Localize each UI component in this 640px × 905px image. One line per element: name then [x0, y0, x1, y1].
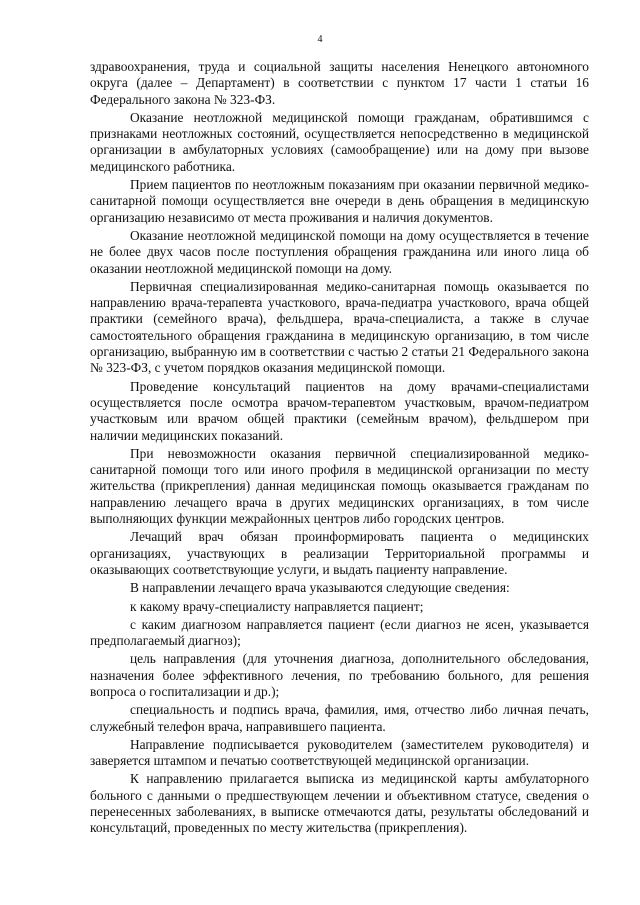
list-item-diagnosis: с каким диагнозом направляется пациент (если диагноз не ясен, указывается предполагаемый диагноз);: [90, 616, 589, 649]
paragraph-referral-signing: Направление подписывается руководителем (заместителем руководителя) и заверяется штампом и печатью соответствующей медицинской организации.: [90, 736, 589, 769]
paragraph-home-consultations: Проведение консультаций пациентов на дому врачами-специалистами осуществляется после осмотра врачом-терапевтом участковым, врачом-педиатром участковым или врачом общей практики (семейным врачом), фельдшером при наличии медицинских показаний.: [90, 378, 589, 443]
paragraph-urgent-reception: Прием пациентов по неотложным показаниям при оказании первичной медико-санитарной помощи осуществляется вне очереди в день обращения в медицинскую организацию независимо от места проживания и наличия документов.: [90, 177, 589, 225]
list-item-purpose: цель направления (для уточнения диагноза, дополнительного обследования, назначения более эффективного лечения, по требованию больного, для решения вопроса о госпитализации и др.);: [90, 651, 589, 699]
paragraph-home-urgent-care: Оказание неотложной медицинской помощи на дому осуществляется в течение не более двух часов после поступления обращения гражданина или иного лица об оказании неотложной медицинской помощи на дому.: [90, 227, 589, 276]
paragraph-referral-contents: В направлении лечащего врача указываются следующие сведения:: [130, 580, 510, 596]
paragraph-specialized-care: Первичная специализированная медико-санитарная помощь оказывается по направлению врача-терапевта участкового, врача-педиатра участкового, врача общей практики (семейного врача), фельдшера, врача-специалиста, а также в случае самостоятельного обращения гражданина в медицинскую организацию, в том числе организацию, выбранную им в соответствии с частью 2 статьи 21 Федерального закона № 323-ФЗ, с учетом порядков оказания медицинской помощи.: [90, 278, 589, 376]
list-item-signature: специальность и подпись врача, фамилия, имя, отчество либо личная печать, служебный телефон врача, направившего пациента.: [90, 702, 589, 734]
paragraph-referral-extract: К направлению прилагается выписка из медицинской карты амбулаторного больного с данными о предшествующем лечении и объективном статусе, сведения о перенесенных заболеваниях, в выписке отмечаются даты, результаты обследований и консультаций, проведенных по месту жительства (прикрепления).: [90, 771, 589, 836]
list-item-specialist: к какому врачу-специалисту направляется пациент;: [130, 598, 424, 614]
paragraph-other-organizations: При невозможности оказания первичной специализированной медико-санитарной помощи того или иного профиля в медицинской организации по месту жительства (прикрепления) данная медицинская помощь оказывается гражданам по направлению лечащего врача в других медицинских организациях, в том числе выполняющих функции межрайонных центров либо городских центров.: [90, 445, 589, 527]
paragraph-doctor-obligation: Лечащий врач обязан проинформировать пациента о медицинских организациях, участвующих в реализации Территориальной программы и оказывающих соответствующие услуги, и выдать пациенту направление.: [90, 529, 589, 577]
document-body: [90, 59, 589, 839]
page-number: 4: [317, 34, 323, 45]
paragraph-urgent-care: Оказание неотложной медицинской помощи гражданам, обратившимся с признаками неотложных состояний, осуществляется непосредственно в медицинской организации в амбулаторных условиях (самообращение) или на дому при вызове медицинского работника.: [90, 109, 589, 174]
paragraph-department-reference: здравоохранения, труда и социальной защиты населения Ненецкого автономного округа (далее – Департамент) в соответствии с пунктом 17 части 1 статьи 16 Федерального закона № 323-ФЗ.: [90, 59, 589, 107]
